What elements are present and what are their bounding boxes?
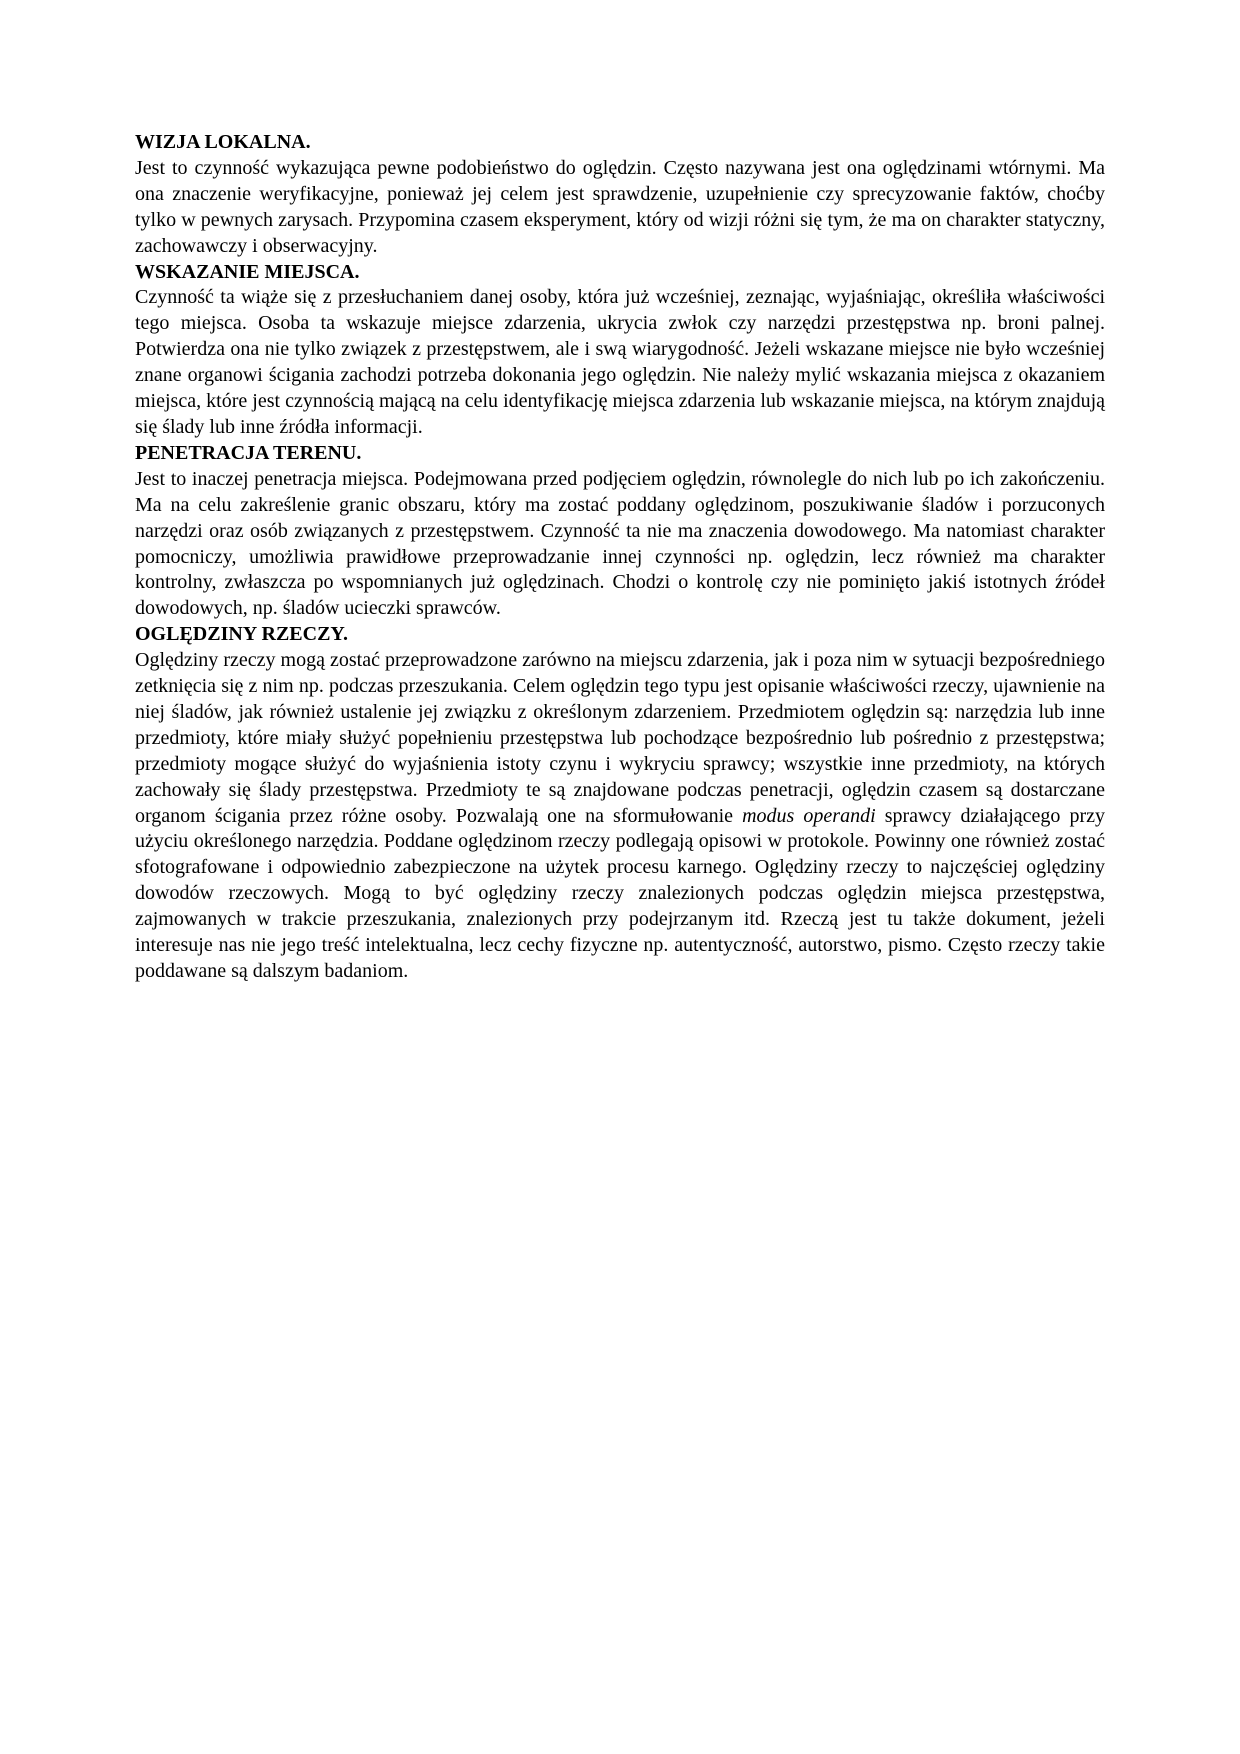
modus-operandi-italic-phrase: modus operandi [742,804,876,827]
section-paragraph-wskazanie-miejsca: Czynność ta wiąże się z przesłuchaniem danej osoby, która już wcześniej, zeznając, wyjaśniając, określiła właściwości tego miejsca. Osoba ta wskazuje miejsce zdarzenia, ukrycia zwłok czy narzędzi przestępstwa np. broni palnej. Potwierdza ona nie tylko związek z przestępstwem, ale i swą wiarygodność. Jeżeli wskazane miejsce nie było wcześniej znane organowi ścigania zachodzi potrzeba dokonania jego oględzin. Nie należy mylić wskazania miejsca z okazaniem miejsca, które jest czynnością mającą na celu identyfikację miejsca zdarzenia lub wskazanie miejsca, na którym znajdują się ślady lub inne źródła informacji. [135,286,1105,438]
section-heading-ogledziny-rzeczy: OGLĘDZINY RZECZY. [135,623,349,646]
section-wizja-lokalna [135,130,1105,260]
paragraph-text-segment: Oględziny rzeczy mogą zostać przeprowadzone zarówno na miejscu zdarzenia, jak i poza nim w sytuacji bezpośredniego zetknięcia się z nim np. podczas przeszukania. Celem oględzin tego typu jest opisanie właściwości rzeczy, ujawnienie na niej śladów, jak również ustalenie jej związku z określonym zdarzeniem. Przedmiotem oględzin są: narzędzia lub inne przedmioty, które miały służyć popełnieniu przestępstwa lub pochodzące bezpośrednio lub pośrednio z przestępstwa; przedmioty mogące służyć do wyjaśnienia istoty czynu i wykryciu sprawcy; wszystkie inne przedmioty, na których zachowały się ślady przestępstwa. Przedmioty te są znajdowane podczas penetracji, oględzin czasem są dostarczane organom ścigania przez różne osoby. Pozwalają one na sformułowanie [135,649,1105,827]
section-heading-wskazanie-miejsca: WSKAZANIE MIEJSCA. [135,260,360,283]
section-heading-penetracja-terenu: PENETRACJA TERENU. [135,441,362,464]
document-body [135,130,1105,985]
section-wskazanie-miejsca [135,260,1105,441]
section-paragraph-ogledziny-rzeczy [135,648,1105,985]
section-ogledziny-rzeczy [135,622,1105,985]
section-heading-wizja-lokalna: WIZJA LOKALNA. [135,131,311,153]
section-paragraph-wizja-lokalna: Jest to czynność wykazująca pewne podobieństwo do oględzin. Często nazywana jest ona oględzinami wtórnymi. Ma ona znaczenie weryfikacyjne, ponieważ jej celem jest sprawdzenie, uzupełnienie czy sprecyzowanie faktów, choćby tylko w pewnych zarysach. Przypomina czasem eksperyment, który od wizji różni się tym, że ma on charakter statyczny, zachowawczy i obserwacyjny. [135,156,1105,257]
paragraph-text-segment: sprawcy działającego przy użyciu określonego narzędzia. Poddane oględzinom rzeczy podlegają opisowi w protokole. Powinny one również zostać sfotografowane i odpowiednio zabezpieczone na użytek procesu karnego. Oględziny rzeczy to najczęściej oględziny dowodów rzeczowych. Mogą to być oględziny rzeczy znalezionych podczas oględzin miejsca przestępstwa, zajmowanych w trakcie przeszukania, znalezionych przy podejrzanym itd. Rzeczą jest tu także dokument, jeżeli interesuje nas nie jego treść intelektualna, lecz cechy fizyczne np. autentyczność, autorstwo, pismo. Często rzeczy takie poddawane są dalszym badaniom. [135,804,1105,982]
section-penetracja-terenu [135,441,1105,622]
section-paragraph-penetracja-terenu: Jest to inaczej penetracja miejsca. Podejmowana przed podjęciem oględzin, równolegle do nich lub po ich zakończeniu. Ma na celu zakreślenie granic obszaru, który ma zostać poddany oględzinom, poszukiwanie śladów i porzuconych narzędzi oraz osób związanych z przestępstwem. Czynność ta nie ma znaczenia dowodowego. Ma natomiast charakter pomocniczy, umożliwia prawidłowe przeprowadzanie innej czynności np. oględzin, lecz również ma charakter kontrolny, zwłaszcza po wspomnianych już oględzinach. Chodzi o kontrolę czy nie pominięto jakiś istotnych źródeł dowodowych, np. śladów ucieczki sprawców. [135,467,1105,620]
